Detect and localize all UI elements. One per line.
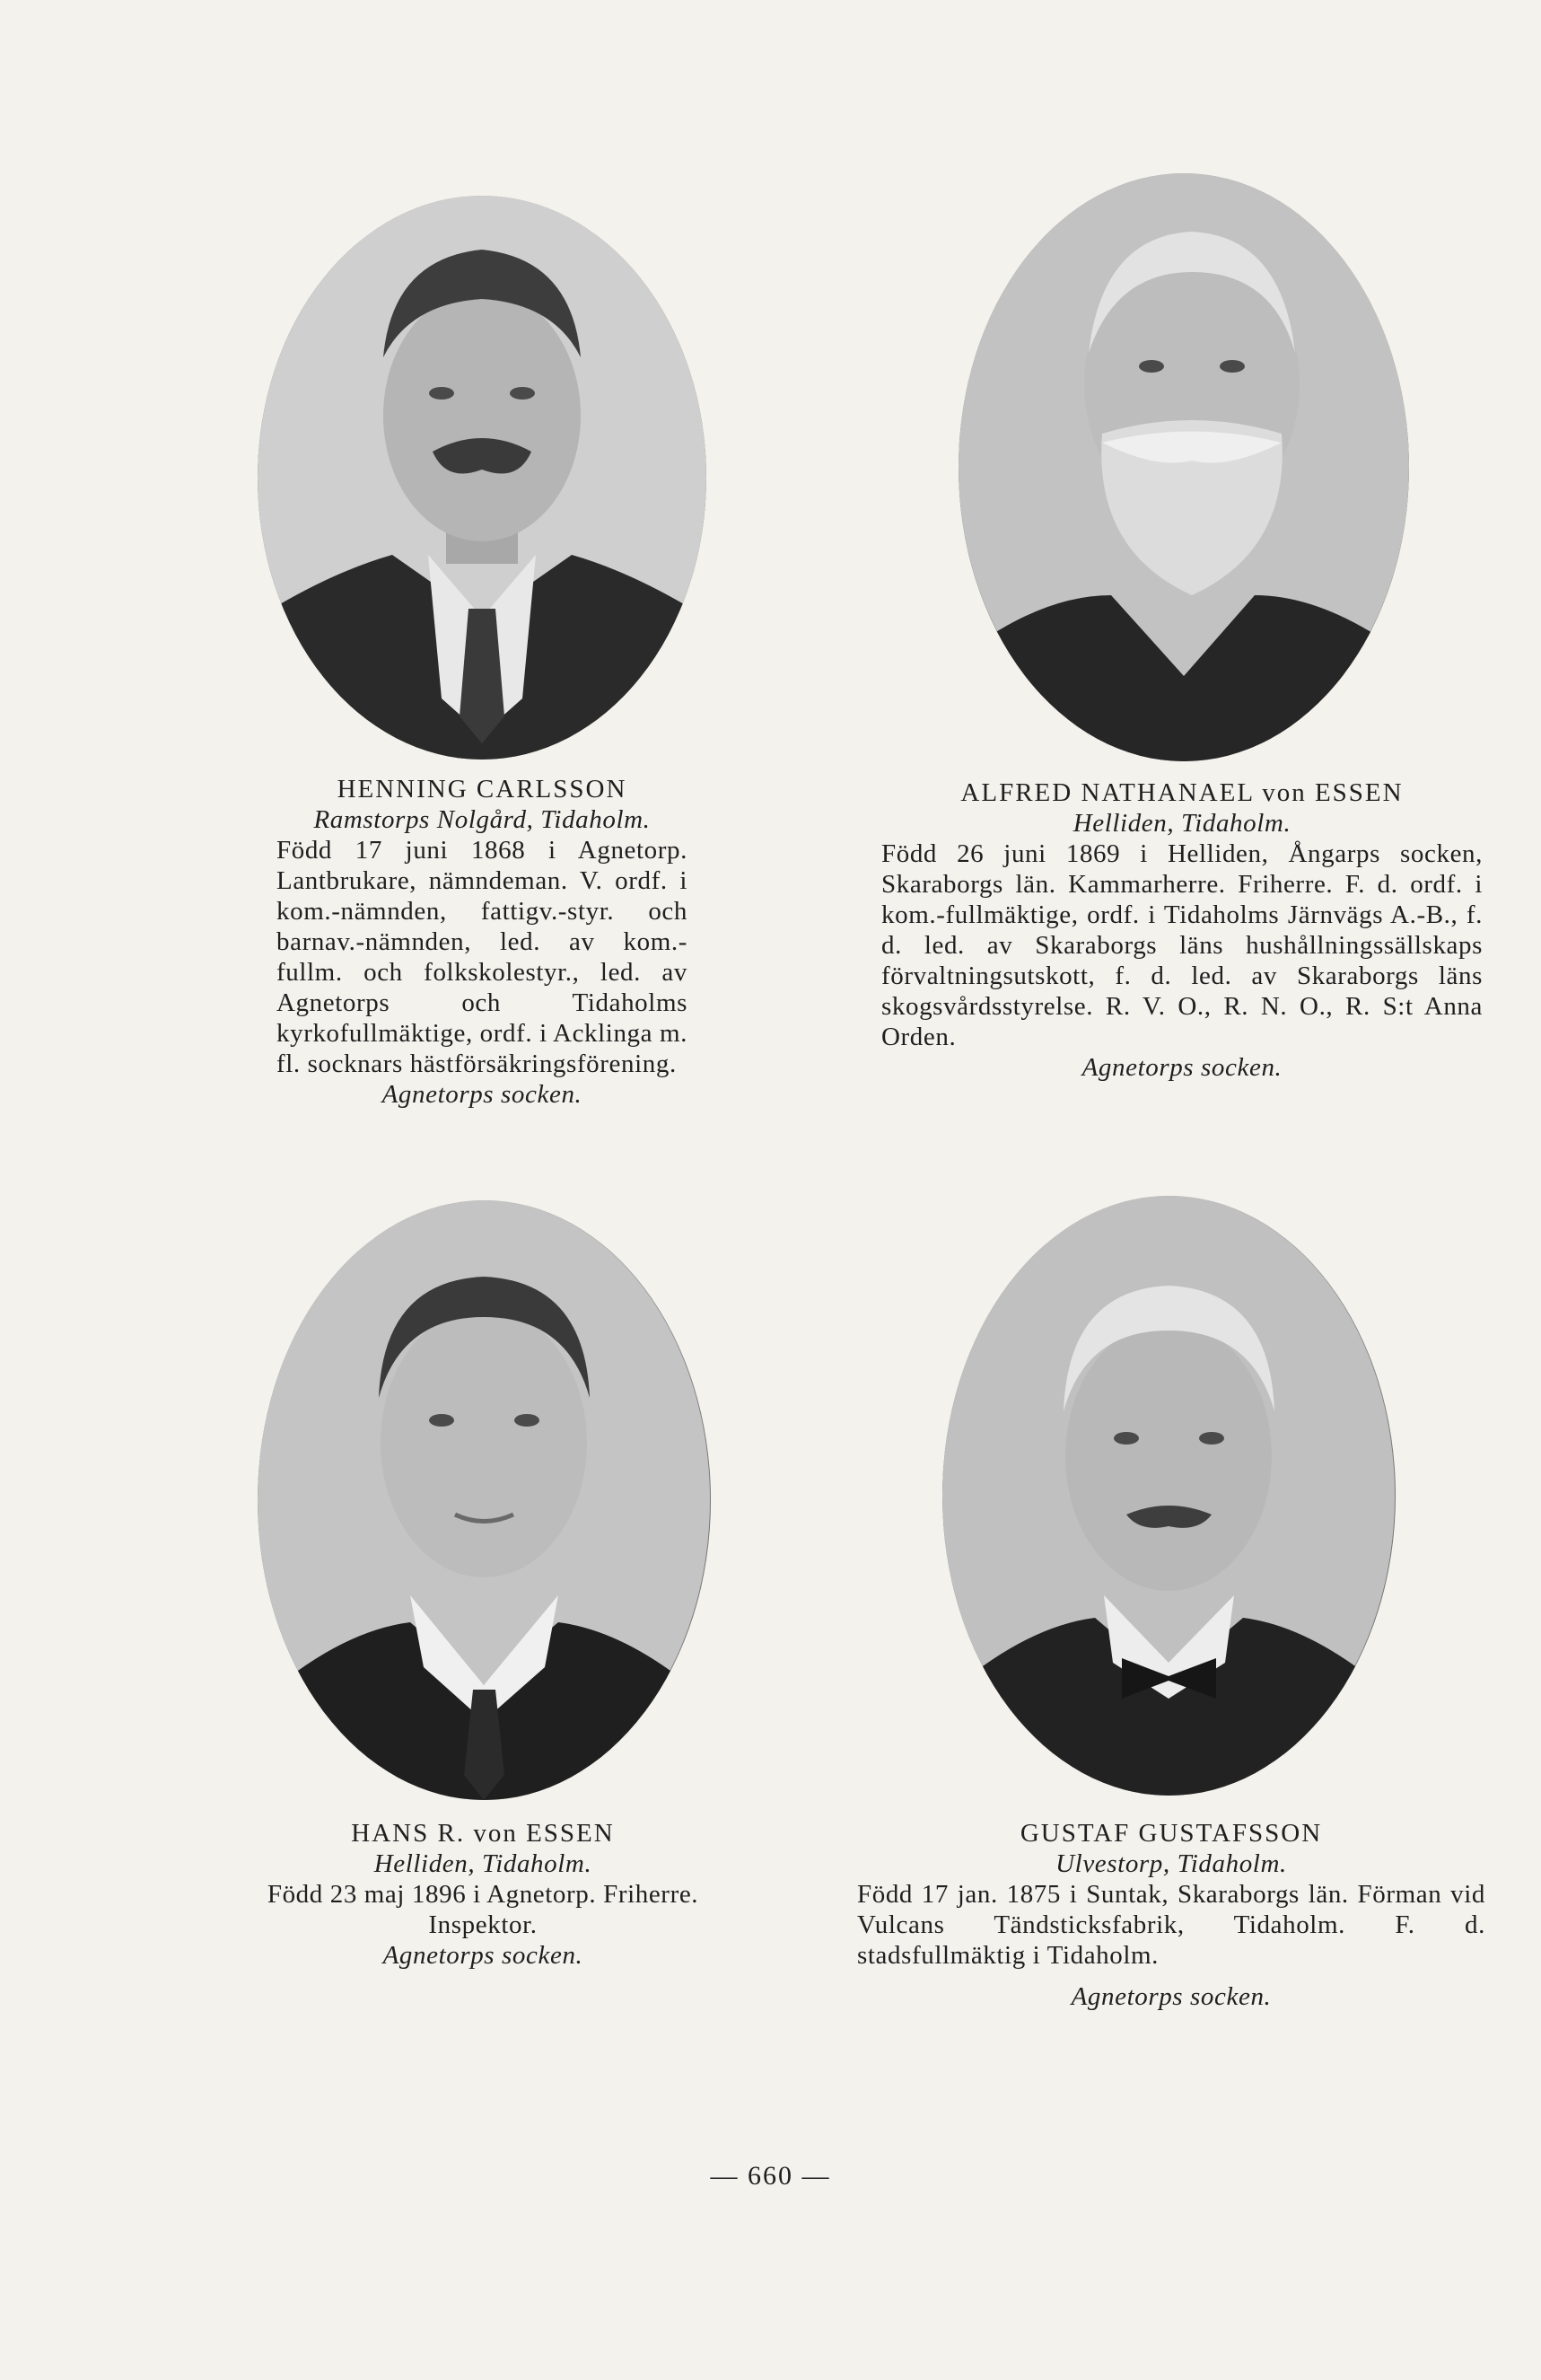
entry-parish: Agnetorps socken. [381, 1080, 582, 1109]
entry-name: HENNING CARLSSON [337, 775, 627, 804]
entry-hans-r-von-essen [262, 1818, 704, 1971]
entry-name: ALFRED NATHANAEL von ESSEN [960, 778, 1404, 807]
entry-parish: Agnetorps socken. [1081, 1053, 1283, 1082]
entry-bio: Född 23 maj 1896 i Agnetorp. Friherre. Inspektor. [267, 1880, 699, 1939]
portrait-hans-r-von-essen [258, 1200, 711, 1800]
entry-place: Helliden, Tidaholm. [1073, 809, 1291, 838]
entry-henning-carlsson [276, 774, 687, 1110]
entry-place: Helliden, Tidaholm. [373, 1849, 592, 1878]
entry-name: GUSTAF GUSTAFSSON [1020, 1819, 1323, 1848]
entry-name: HANS R. von ESSEN [351, 1819, 615, 1848]
entry-parish: Agnetorps socken. [382, 1941, 583, 1970]
entry-alfred-nathanael-von-essen [881, 777, 1483, 1083]
portrait-alfred-nathanael-von-essen [959, 173, 1409, 761]
entry-bio: Född 17 jan. 1875 i Suntak, Skaraborgs län. Förman vid Vulcans Tändsticksfabrik, Tidaholm. F. d. stadsfullmäktig i Tidaholm. [857, 1880, 1485, 1970]
entry-parish: Agnetorps socken. [1071, 1982, 1272, 2011]
page-number: — 660 — [710, 2161, 831, 2191]
entry-place: Ulvestorp, Tidaholm. [1055, 1849, 1287, 1878]
entry-bio: Född 17 juni 1868 i Agnetorp. Lantbrukare, nämndeman. V. ordf. i kom.-nämnden, fattigv.-styr. och barnav.-nämnden, led. av kom.-fullm. och folkskolestyr., led. av Agnetorps och Tidaholms kyrkofullmäktige, ordf. i Acklinga m. fl. socknars hästförsäkringsförening. [276, 836, 687, 1078]
portrait-gustaf-gustafsson [942, 1196, 1396, 1796]
entry-bio: Född 26 juni 1869 i Helliden, Ångarps socken, Skaraborgs län. Kammarherre. Friherre. F. d. ordf. i kom.-fullmäktige, ordf. i Tidaholms Järnvägs A.-B., f. d. led. av Skaraborgs läns hushållningssällskaps förvaltningsutskott, f. d. led. av Skaraborgs läns skogsvårdsstyrelse. R. V. O., R. N. O., R. S:t Anna Orden. [881, 839, 1483, 1051]
entry-place: Ramstorps Nolgård, Tidaholm. [313, 805, 651, 834]
portrait-henning-carlsson [258, 196, 706, 760]
entry-gustaf-gustafsson [857, 1818, 1485, 2012]
